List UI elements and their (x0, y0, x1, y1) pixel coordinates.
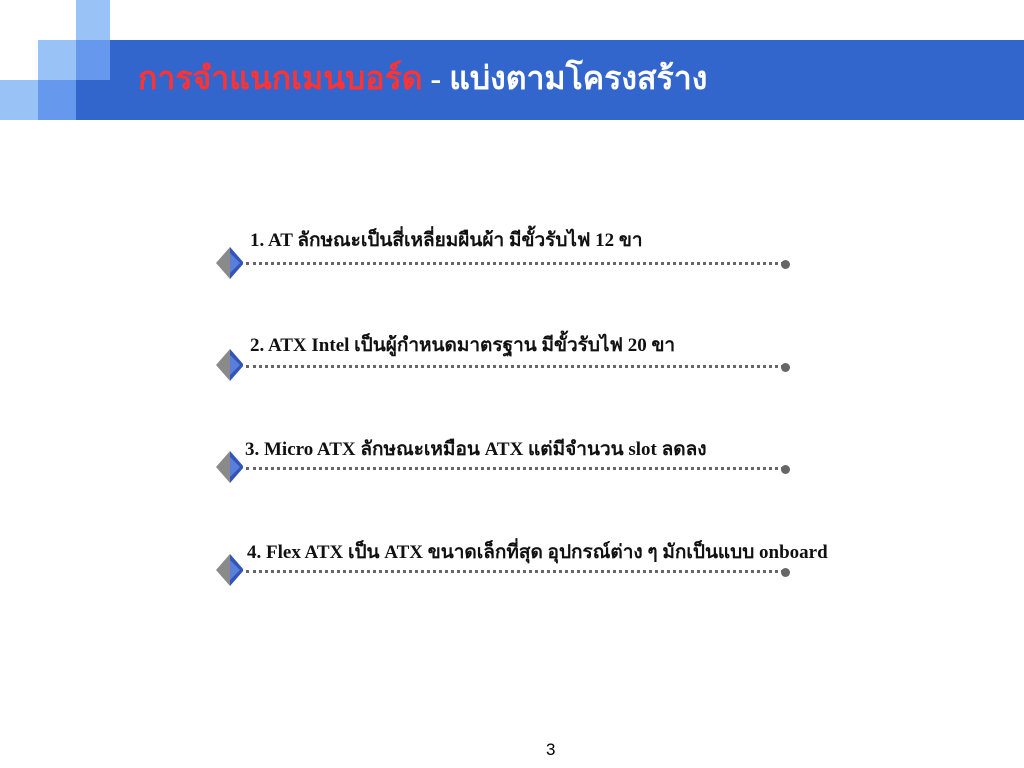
list-item-4: 4. Flex ATX เป็น ATX ขนาดเล็กที่สุด อุปกรณ์ต่าง ๆ มักเป็นแบบ onboard (247, 542, 828, 563)
page-number: 3 (546, 740, 556, 759)
list-item-2: 2. ATX Intel เป็นผู้กำหนดมาตรฐาน มีขั้วรับไฟ 20 ขา (250, 335, 676, 356)
bullet-marker-icon (215, 349, 243, 381)
decor-square (38, 40, 76, 80)
bullet-marker-icon (215, 554, 243, 586)
item-divider (246, 467, 784, 470)
title-topic: การจำแนกเมนบอร์ด (138, 60, 423, 96)
divider-end-dot (781, 363, 790, 372)
title-subtopic: - แบ่งตามโครงสร้าง (422, 60, 708, 96)
decor-square (0, 80, 38, 120)
divider-end-dot (781, 568, 790, 577)
item-divider (246, 365, 784, 368)
decor-square (76, 0, 110, 40)
item-divider (246, 262, 784, 265)
divider-end-dot (781, 260, 790, 269)
divider-end-dot (781, 465, 790, 474)
decor-square (38, 80, 76, 120)
list-item-1: 1. AT ลักษณะเป็นสี่เหลี่ยมผืนผ้า มีขั้วรับไฟ 12 ขา (250, 230, 643, 251)
slide-title (138, 56, 707, 100)
item-divider (246, 570, 784, 573)
list-item-3: 3. Micro ATX ลักษณะเหมือน ATX แต่มีจำนวน slot ลดลง (245, 439, 707, 460)
bullet-marker-icon (215, 247, 243, 279)
bullet-marker-icon (215, 451, 243, 483)
decor-square (76, 40, 110, 80)
